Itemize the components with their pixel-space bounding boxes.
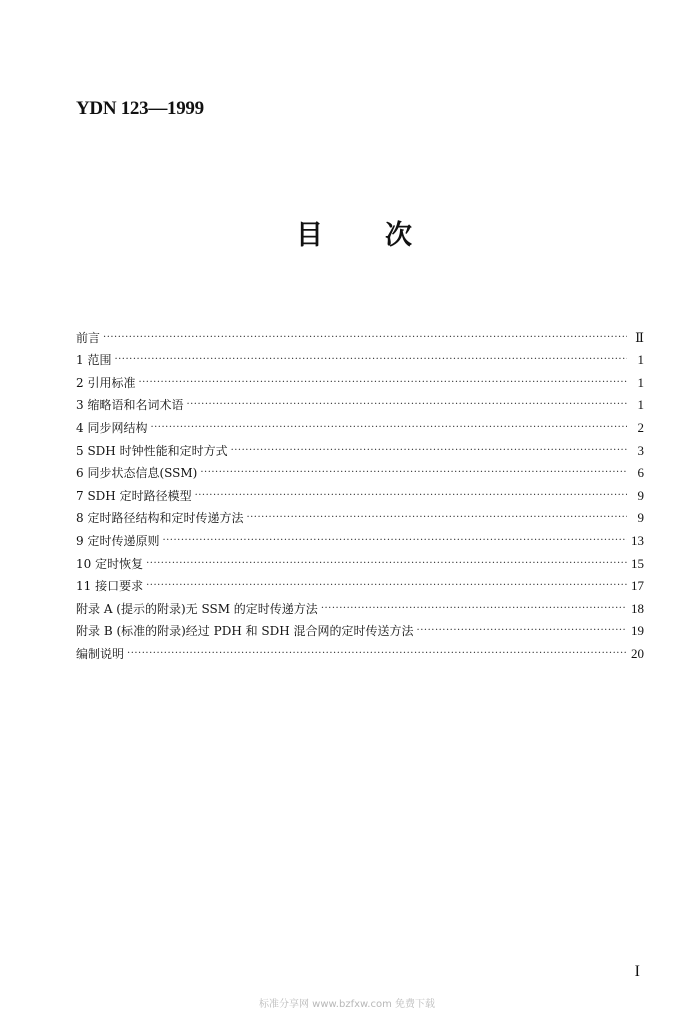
toc-entry-label: 11 接口要求 <box>76 579 144 594</box>
toc-list <box>76 322 644 661</box>
toc-entry-page: 2 <box>637 419 644 435</box>
toc-dot-leader <box>150 421 627 435</box>
toc-entry-page: 19 <box>631 623 644 639</box>
toc-entry-label: 编制说明 <box>76 646 125 661</box>
footer-watermark: 标准分享网 www.bzfxw.com 免费下载 <box>259 999 435 1010</box>
toc-entry-label: 4 同步网结构 <box>76 420 148 435</box>
toc-dot-leader <box>103 331 627 345</box>
toc-entry-label: 前言 <box>76 330 101 345</box>
toc-dot-leader <box>146 557 627 571</box>
toc-entry-page: 17 <box>631 578 644 594</box>
toc-dot-leader <box>162 534 627 548</box>
toc-entry-page: 6 <box>637 465 644 481</box>
toc-dot-leader <box>138 376 627 390</box>
page-number: I <box>634 963 640 980</box>
toc-entry <box>76 616 644 639</box>
toc-entry-label: 附录 B (标准的附录)经过 PDH 和 SDH 混合网的定时传送方法 <box>76 624 414 639</box>
toc-entry-page: 13 <box>631 532 644 548</box>
toc-dot-leader <box>127 647 627 661</box>
toc-entry <box>76 480 644 503</box>
toc-entry-label: 3 缩略语和名词术语 <box>76 398 184 413</box>
toc-entry-page: 9 <box>637 487 644 503</box>
toc-dot-leader <box>146 579 627 593</box>
toc-entry-page: 1 <box>637 352 644 368</box>
toc-entry <box>76 638 644 661</box>
toc-entry-label: 7 SDH 定时路径模型 <box>76 488 192 503</box>
toc-entry-page: 1 <box>637 397 644 413</box>
toc-entry-label: 5 SDH 时钟性能和定时方式 <box>76 443 228 458</box>
document-code: YDN 123—1999 <box>76 98 204 119</box>
toc-entry-label: 附录 A (提示的附录)无 SSM 的定时传递方法 <box>76 601 318 616</box>
toc-entry <box>76 458 644 481</box>
toc-dot-leader <box>186 398 627 412</box>
toc-entry <box>76 390 644 413</box>
toc-entry-label: 2 引用标准 <box>76 375 136 390</box>
toc-dot-leader <box>321 602 627 616</box>
toc-entry-page: 3 <box>637 442 644 458</box>
toc-entry-label: 9 定时传递原则 <box>76 533 160 548</box>
toc-entry <box>76 345 644 368</box>
toc-entry <box>76 503 644 526</box>
toc-entry <box>76 435 644 458</box>
toc-dot-leader <box>195 489 627 503</box>
toc-dot-leader <box>114 353 627 367</box>
toc-entry <box>76 412 644 435</box>
toc-entry-page: 9 <box>637 510 644 526</box>
toc-entry <box>76 322 644 345</box>
toc-dot-leader <box>200 466 627 480</box>
toc-entry <box>76 548 644 571</box>
toc-dot-leader <box>246 511 627 525</box>
toc-entry-page: 20 <box>631 645 644 661</box>
toc-entry-page: 15 <box>631 555 644 571</box>
toc-entry-page: 18 <box>631 600 644 616</box>
toc-entry-page: 1 <box>637 374 644 390</box>
toc-entry <box>76 367 644 390</box>
toc-entry <box>76 525 644 548</box>
toc-entry-label: 10 定时恢复 <box>76 556 144 571</box>
toc-dot-leader <box>417 624 627 638</box>
toc-entry <box>76 593 644 616</box>
toc-entry <box>76 571 644 594</box>
toc-entry-label: 6 同步状态信息(SSM) <box>76 466 198 481</box>
toc-entry-page: Ⅱ <box>635 329 644 345</box>
toc-entry-label: 8 定时路径结构和定时传递方法 <box>76 511 244 526</box>
toc-title: 目次 <box>296 220 474 251</box>
toc-dot-leader <box>231 444 627 458</box>
toc-entry-label: 1 范围 <box>76 353 112 368</box>
